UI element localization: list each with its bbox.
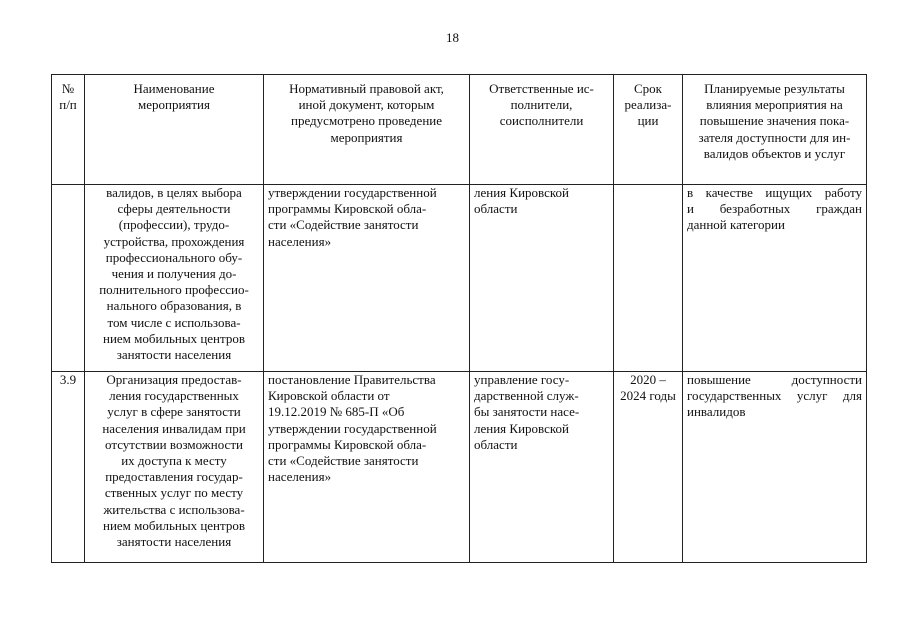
cell-result-line: инвалидов [687,404,746,420]
cell-result [683,185,867,372]
cell-result-line: и безработных граждан [687,201,862,217]
table-header-row [52,75,867,185]
cell-exec-line: управление госу- [474,372,570,387]
header-act-line: иной документ, которым [298,97,435,113]
header-exec [470,75,614,185]
cell-term [614,185,683,372]
cell-exec [470,372,614,563]
cell-act-line: программы Кировской обла- [268,436,427,452]
cell-name-line: чения и получения до- [111,266,237,282]
cell-act-line: Кировской области от [268,388,390,404]
cell-result-line: повышение доступности [687,372,862,387]
header-name-line: мероприятия [137,97,210,113]
cell-result-line: в качестве ищущих работу [687,185,862,200]
cell-act-line: населения» [268,233,332,249]
header-num [52,75,85,185]
cell-name-line: отсутствии возможности [105,436,243,452]
cell-name-line: полнительного профессио- [99,282,249,298]
cell-name-line: ственных услуг по месту [104,485,244,501]
cell-name-line: устройства, прохождения [103,233,245,249]
cell-act-line: программы Кировской обла- [268,201,427,217]
measures-table [51,74,867,563]
table-row [52,185,867,372]
cell-name-line: занятости населения [116,534,232,550]
cell-num: 3.9 [52,372,85,563]
cell-name-line: профессионального обу- [105,249,243,265]
cell-result-line: государственных услуг для [687,388,862,404]
cell-act [264,185,470,372]
cell-result-line: данной категории [687,217,785,233]
cell-name-line: том числе с использова- [107,314,241,330]
header-result-line: влияния мероприятия на [706,97,843,113]
cell-name-line: предоставления государ- [105,469,243,485]
header-exec-line: полнители, [510,97,573,113]
header-term-line: Срок [634,81,662,96]
cell-term [614,372,683,563]
cell-term-line: 2020 – [630,372,666,387]
cell-name-line: валидов, в целях выбора [106,185,242,200]
header-act [264,75,470,185]
cell-term-line: 2024 годы [620,388,676,404]
header-term-line: ции [637,113,659,129]
header-name [85,75,264,185]
header-term [614,75,683,185]
header-act-line: предусмотрено проведение [291,113,442,129]
cell-name-line: (профессии), трудо- [118,217,230,233]
header-num-line: п/п [59,97,77,113]
header-result-line: Планируемые результаты [704,81,845,96]
cell-name-line: ления государственных [109,388,239,404]
cell-name-line: сферы деятельности [117,201,231,217]
cell-name-line: нием мобильных центров [103,517,245,533]
cell-act-line: 19.12.2019 № 685-П «Об [268,404,405,420]
header-result [683,75,867,185]
cell-name-line: нального образования, в [106,298,242,314]
cell-name-line: их доступа к месту [121,453,227,469]
table-row [52,372,867,563]
cell-act-line: утверждении государственной [268,185,437,200]
cell-num [52,185,85,372]
header-exec-line: Ответственные ис- [489,81,594,96]
header-result-line: зателя доступности для ин- [698,129,851,145]
header-term-line: реализа- [624,97,672,113]
cell-name-line: Организация предостав- [106,372,242,387]
cell-act [264,372,470,563]
cell-exec-line: ления Кировской [474,185,569,200]
cell-name-line: населения инвалидам при [102,420,246,436]
cell-name-line: занятости населения [116,347,232,363]
cell-act-line: сти «Содействие занятости [268,453,419,469]
header-act-line: Нормативный правовой акт, [289,81,444,96]
cell-exec-line: области [474,436,518,452]
cell-exec [470,185,614,372]
cell-act-line: сти «Содействие занятости [268,217,419,233]
cell-act-line: постановление Правительства [268,372,436,387]
header-num-line: № [61,81,75,96]
header-act-line: мероприятия [330,129,403,145]
cell-name-line: услуг в сфере занятости [107,404,241,420]
header-result-line: валидов объектов и услуг [703,145,846,161]
header-exec-line: соисполнители [499,113,584,129]
cell-result [683,372,867,563]
cell-exec-line: дарственной служ- [474,388,579,404]
header-result-line: повышение значения пока- [699,113,850,129]
cell-act-line: утверждении государственной [268,420,437,436]
cell-act-line: населения» [268,469,332,485]
page-number: 18 [446,30,459,45]
cell-exec-line: ления Кировской [474,420,569,436]
cell-exec-line: области [474,201,518,217]
cell-name [85,185,264,372]
cell-name-line: жительства с использова- [103,501,245,517]
cell-exec-line: бы занятости насе- [474,404,580,420]
cell-name-line: нием мобильных центров [103,330,245,346]
cell-name [85,372,264,563]
header-name-line: Наименование [133,81,215,96]
